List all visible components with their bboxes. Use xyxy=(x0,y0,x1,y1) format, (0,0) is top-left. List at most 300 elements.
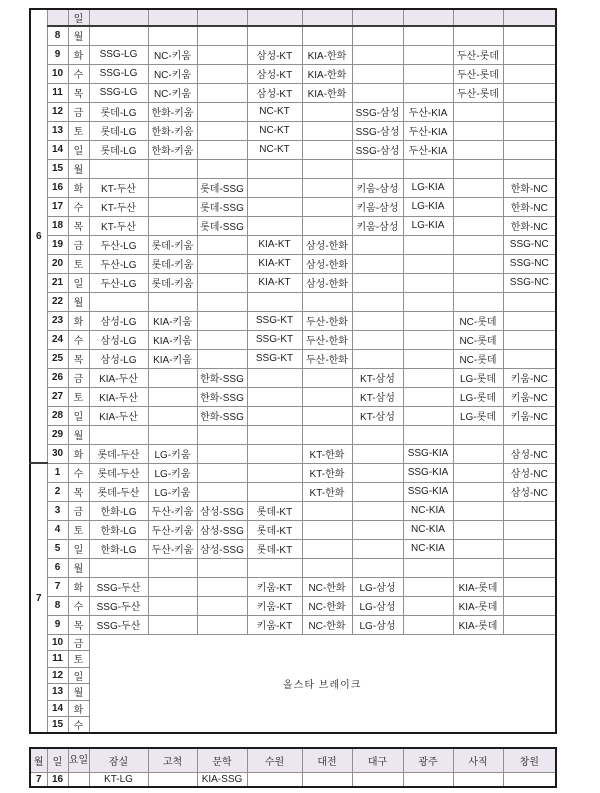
game-cell: SSG-LG xyxy=(89,83,148,102)
header-stadium-gwangju: 광주 xyxy=(403,748,453,772)
game-cell: 키움-KT xyxy=(247,577,302,596)
game-cell xyxy=(302,520,352,539)
game-cell: 두산-롯데 xyxy=(453,83,503,102)
day-number: 12 xyxy=(47,102,68,121)
game-cell xyxy=(403,368,453,387)
day-number: 13 xyxy=(47,684,68,701)
game-cell xyxy=(403,159,453,178)
game-cell xyxy=(197,311,247,330)
game-cell: 한화-SSG xyxy=(197,368,247,387)
day-number: 13 xyxy=(47,121,68,140)
schedule-row xyxy=(30,330,556,349)
schedule-row xyxy=(30,292,556,311)
game-cell: 한화-LG xyxy=(89,501,148,520)
game-cell xyxy=(453,102,503,121)
game-cell xyxy=(453,425,503,444)
game-cell: LG-키움 xyxy=(148,482,197,501)
game-cell xyxy=(403,83,453,102)
day-of-week: 목 xyxy=(68,615,89,634)
game-cell: SSG-KIA xyxy=(403,482,453,501)
schedule-row xyxy=(30,425,556,444)
game-cell: 롯데-SSG xyxy=(197,216,247,235)
game-cell xyxy=(352,254,403,273)
game-cell: KT-두산 xyxy=(89,197,148,216)
game-cell: NC-한화 xyxy=(302,615,352,634)
game-cell: 키움-KT xyxy=(247,615,302,634)
game-cell: 삼성-한화 xyxy=(302,235,352,254)
day-number: 15 xyxy=(47,717,68,734)
game-cell xyxy=(453,235,503,254)
game-cell: NC-KIA xyxy=(403,501,453,520)
game-cell xyxy=(302,197,352,216)
partial-header-cell xyxy=(503,9,556,26)
game-cell xyxy=(352,558,403,577)
game-cell: SSG-NC xyxy=(503,254,556,273)
day-number: 4 xyxy=(47,520,68,539)
day-of-week: 토 xyxy=(68,387,89,406)
game-cell: 두산-한화 xyxy=(302,330,352,349)
schedule-row xyxy=(30,121,556,140)
game-cell: 두산-LG xyxy=(89,254,148,273)
game-cell xyxy=(453,292,503,311)
schedule-row xyxy=(30,235,556,254)
game-cell xyxy=(148,26,197,45)
schedule-row xyxy=(30,463,556,482)
game-cell: 삼성-LG xyxy=(89,349,148,368)
game-cell: 두산-KIA xyxy=(403,121,453,140)
day-of-week: 화 xyxy=(68,577,89,596)
game-cell: KT-한화 xyxy=(302,463,352,482)
header-stadium-changwon: 창원 xyxy=(503,748,556,772)
game-cell: NC-키움 xyxy=(148,83,197,102)
game-cell: KIA-KT xyxy=(247,273,302,292)
game-cell: SSG-NC xyxy=(503,235,556,254)
game-cell: 한화-SSG xyxy=(197,387,247,406)
game-cell xyxy=(148,216,197,235)
partial-header-cell xyxy=(89,9,148,26)
day-number: 8 xyxy=(47,26,68,45)
game-cell xyxy=(352,45,403,64)
day-of-week: 일 xyxy=(68,406,89,425)
game-cell: SSG-LG xyxy=(89,64,148,83)
game-cell: 두산-한화 xyxy=(302,311,352,330)
game-cell xyxy=(197,292,247,311)
month-cell-july: 7 xyxy=(30,463,47,733)
game-cell: 롯데-두산 xyxy=(89,482,148,501)
game-cell xyxy=(247,178,302,197)
game-cell xyxy=(503,140,556,159)
day-of-week: 월 xyxy=(68,425,89,444)
game-cell: SSG-KT xyxy=(247,349,302,368)
game-cell: NC-한화 xyxy=(302,596,352,615)
header-stadium-jamsil: 잠실 xyxy=(89,748,148,772)
game-cell: KIA-한화 xyxy=(302,83,352,102)
game-cell: 롯데-LG xyxy=(89,140,148,159)
game-cell xyxy=(247,772,302,787)
game-cell xyxy=(403,311,453,330)
game-cell xyxy=(403,558,453,577)
game-cell xyxy=(453,197,503,216)
day-of-week: 토 xyxy=(68,520,89,539)
game-cell xyxy=(352,444,403,463)
game-cell xyxy=(403,615,453,634)
month-cell-june: 6 xyxy=(30,9,47,463)
game-cell: 삼성-한화 xyxy=(302,273,352,292)
day-of-week: 일 xyxy=(68,273,89,292)
schedule-row xyxy=(30,140,556,159)
game-cell xyxy=(302,501,352,520)
schedule-row xyxy=(30,539,556,558)
game-cell xyxy=(89,425,148,444)
game-cell xyxy=(89,292,148,311)
game-cell xyxy=(503,501,556,520)
game-cell xyxy=(148,178,197,197)
game-cell xyxy=(197,330,247,349)
day-number: 21 xyxy=(47,273,68,292)
day-of-week: 수 xyxy=(68,330,89,349)
game-cell: KT-한화 xyxy=(302,482,352,501)
game-cell: 두산-LG xyxy=(89,235,148,254)
game-cell xyxy=(503,83,556,102)
partial-header-cell xyxy=(352,9,403,26)
game-cell xyxy=(503,425,556,444)
day-of-week: 금 xyxy=(68,368,89,387)
schedule-row xyxy=(30,102,556,121)
game-cell xyxy=(453,216,503,235)
game-cell xyxy=(148,772,197,787)
game-cell xyxy=(302,406,352,425)
game-cell: 롯데-두산 xyxy=(89,463,148,482)
header-dow: 요일 xyxy=(68,748,89,772)
game-cell xyxy=(89,558,148,577)
game-cell xyxy=(453,26,503,45)
schedule-row xyxy=(30,520,556,539)
game-cell xyxy=(148,197,197,216)
game-cell xyxy=(148,406,197,425)
game-cell: 키움-NC xyxy=(503,406,556,425)
game-cell xyxy=(503,596,556,615)
day-number: 14 xyxy=(47,140,68,159)
game-cell xyxy=(503,292,556,311)
schedule-row xyxy=(30,254,556,273)
game-cell: 삼성-SSG xyxy=(197,501,247,520)
day-of-week: 월 xyxy=(68,26,89,45)
game-cell xyxy=(247,159,302,178)
day-of-week: 수 xyxy=(68,717,89,734)
game-cell xyxy=(453,501,503,520)
game-cell: 한화-NC xyxy=(503,197,556,216)
game-cell xyxy=(302,26,352,45)
day-of-week: 월 xyxy=(68,292,89,311)
game-cell: 롯데-SSG xyxy=(197,178,247,197)
game-cell xyxy=(197,140,247,159)
day-number: 25 xyxy=(47,349,68,368)
game-cell xyxy=(352,273,403,292)
game-cell xyxy=(197,349,247,368)
game-cell xyxy=(453,558,503,577)
game-cell xyxy=(197,444,247,463)
day-number: 30 xyxy=(47,444,68,463)
day-of-week: 일 xyxy=(68,667,89,684)
game-cell: LG-KIA xyxy=(403,197,453,216)
game-cell: 삼성-SSG xyxy=(197,520,247,539)
game-cell xyxy=(403,349,453,368)
game-cell xyxy=(247,216,302,235)
day-of-week: 토 xyxy=(68,651,89,668)
allstar-break-cell: 올스타 브레이크 xyxy=(89,634,556,733)
game-cell xyxy=(197,463,247,482)
game-cell xyxy=(503,349,556,368)
day-of-week xyxy=(68,772,89,787)
game-cell: 롯데-LG xyxy=(89,102,148,121)
game-cell xyxy=(247,558,302,577)
game-cell xyxy=(453,463,503,482)
game-cell: 삼성-NC xyxy=(503,482,556,501)
day-number: 11 xyxy=(47,83,68,102)
partial-header-cell xyxy=(453,9,503,26)
game-cell: SSG-두산 xyxy=(89,615,148,634)
game-cell xyxy=(403,254,453,273)
day-number: 17 xyxy=(47,197,68,216)
schedule-row xyxy=(30,45,556,64)
game-cell: 삼성-LG xyxy=(89,330,148,349)
game-cell: 삼성-KT xyxy=(247,45,302,64)
game-cell xyxy=(302,368,352,387)
partial-header-cell xyxy=(302,9,352,26)
day-of-week: 월 xyxy=(68,159,89,178)
game-cell: SSG-KT xyxy=(247,311,302,330)
schedule-row xyxy=(30,387,556,406)
game-cell xyxy=(453,273,503,292)
day-number: 12 xyxy=(47,667,68,684)
game-cell xyxy=(148,292,197,311)
game-cell xyxy=(503,330,556,349)
game-cell: NC-KT xyxy=(247,121,302,140)
game-cell: 키움-NC xyxy=(503,368,556,387)
schedule-row xyxy=(30,596,556,615)
game-cell: 롯데-KT xyxy=(247,539,302,558)
day-number: 26 xyxy=(47,368,68,387)
game-cell: KIA-두산 xyxy=(89,387,148,406)
schedule-row xyxy=(30,178,556,197)
game-cell xyxy=(302,292,352,311)
partial-header-day-cell xyxy=(47,9,68,26)
game-cell: 삼성-LG xyxy=(89,311,148,330)
game-cell xyxy=(197,254,247,273)
game-cell: 롯데-키움 xyxy=(148,273,197,292)
game-cell: NC-키움 xyxy=(148,45,197,64)
game-cell xyxy=(197,159,247,178)
game-cell xyxy=(403,387,453,406)
day-number: 10 xyxy=(47,634,68,651)
game-cell: KT-삼성 xyxy=(352,387,403,406)
game-cell xyxy=(148,615,197,634)
game-cell: LG-삼성 xyxy=(352,615,403,634)
game-cell: 키움-KT xyxy=(247,596,302,615)
game-cell: LG-KIA xyxy=(403,178,453,197)
day-number: 15 xyxy=(47,159,68,178)
game-cell xyxy=(302,159,352,178)
header-stadium-daegu: 대구 xyxy=(352,748,403,772)
game-cell xyxy=(197,102,247,121)
game-cell: KIA-두산 xyxy=(89,368,148,387)
header-stadium-munhak: 문학 xyxy=(197,748,247,772)
partial-header-cell xyxy=(403,9,453,26)
game-cell: 두산-KIA xyxy=(403,102,453,121)
day-number: 8 xyxy=(47,596,68,615)
game-cell: 두산-키움 xyxy=(148,501,197,520)
game-cell: 롯데-키움 xyxy=(148,235,197,254)
month-number: 7 xyxy=(30,772,47,787)
game-cell: KT-한화 xyxy=(302,444,352,463)
day-number: 14 xyxy=(47,700,68,717)
game-cell xyxy=(403,406,453,425)
game-cell xyxy=(247,444,302,463)
schedule-row xyxy=(30,216,556,235)
game-cell xyxy=(352,64,403,83)
game-cell: 롯데-KT xyxy=(247,520,302,539)
day-of-week: 수 xyxy=(68,64,89,83)
game-cell xyxy=(352,463,403,482)
schedule-row xyxy=(30,273,556,292)
header-stadium-gocheok: 고척 xyxy=(148,748,197,772)
game-cell: LG-롯데 xyxy=(453,387,503,406)
schedule-row xyxy=(30,349,556,368)
game-cell xyxy=(302,178,352,197)
game-cell xyxy=(352,26,403,45)
game-cell: KT-두산 xyxy=(89,178,148,197)
day-of-week: 수 xyxy=(68,197,89,216)
game-cell: KIA-한화 xyxy=(302,45,352,64)
game-cell xyxy=(247,482,302,501)
game-cell: SSG-KIA xyxy=(403,463,453,482)
game-cell xyxy=(148,387,197,406)
game-cell: 롯데-LG xyxy=(89,121,148,140)
game-cell: 한화-키움 xyxy=(148,140,197,159)
day-number: 18 xyxy=(47,216,68,235)
game-cell: 롯데-두산 xyxy=(89,444,148,463)
day-number: 9 xyxy=(47,45,68,64)
game-cell xyxy=(352,159,403,178)
day-of-week: 금 xyxy=(68,235,89,254)
game-cell: 두산-롯데 xyxy=(453,64,503,83)
game-cell: KIA-KT xyxy=(247,235,302,254)
day-of-week: 수 xyxy=(68,463,89,482)
header-day: 일 xyxy=(47,748,68,772)
game-cell xyxy=(302,558,352,577)
partial-header-row xyxy=(30,9,556,26)
schedule-row xyxy=(30,615,556,634)
game-cell: KT-두산 xyxy=(89,216,148,235)
schedule-row xyxy=(30,501,556,520)
day-of-week: 일 xyxy=(68,140,89,159)
day-number: 20 xyxy=(47,254,68,273)
game-cell: LG-키움 xyxy=(148,444,197,463)
game-cell: 키움-삼성 xyxy=(352,216,403,235)
schedule-row xyxy=(30,406,556,425)
game-cell xyxy=(503,520,556,539)
game-cell: SSG-삼성 xyxy=(352,102,403,121)
game-cell xyxy=(302,121,352,140)
day-of-week: 목 xyxy=(68,216,89,235)
game-cell: 삼성-KT xyxy=(247,83,302,102)
day-number: 24 xyxy=(47,330,68,349)
game-cell xyxy=(148,558,197,577)
schedule-row xyxy=(30,197,556,216)
day-of-week: 일 xyxy=(68,539,89,558)
day-number: 16 xyxy=(47,772,68,787)
game-cell: KIA-키움 xyxy=(148,349,197,368)
game-cell: KIA-키움 xyxy=(148,330,197,349)
header-stadium-suwon: 수원 xyxy=(247,748,302,772)
game-cell xyxy=(403,26,453,45)
game-cell xyxy=(403,425,453,444)
game-cell: LG-롯데 xyxy=(453,406,503,425)
game-cell xyxy=(503,615,556,634)
game-cell xyxy=(352,83,403,102)
game-cell: SSG-NC xyxy=(503,273,556,292)
game-cell xyxy=(352,330,403,349)
game-cell: NC-롯데 xyxy=(453,349,503,368)
game-cell xyxy=(403,45,453,64)
game-cell xyxy=(247,197,302,216)
game-cell: 두산-한화 xyxy=(302,349,352,368)
game-cell: NC-롯데 xyxy=(453,311,503,330)
game-cell: 롯데-KT xyxy=(247,501,302,520)
game-cell: NC-키움 xyxy=(148,64,197,83)
day-number: 3 xyxy=(47,501,68,520)
game-cell xyxy=(453,482,503,501)
schedule-row xyxy=(30,159,556,178)
day-of-week: 목 xyxy=(68,482,89,501)
game-cell: SSG-LG xyxy=(89,45,148,64)
game-cell xyxy=(197,558,247,577)
day-number: 5 xyxy=(47,539,68,558)
game-cell: KIA-SSG xyxy=(197,772,247,787)
schedule-row xyxy=(30,772,556,787)
game-cell xyxy=(197,596,247,615)
game-cell xyxy=(302,140,352,159)
day-of-week: 화 xyxy=(68,45,89,64)
game-cell: 삼성-KT xyxy=(247,64,302,83)
stadium-header-row xyxy=(30,748,556,772)
game-cell: SSG-KT xyxy=(247,330,302,349)
game-cell xyxy=(503,772,556,787)
game-cell xyxy=(197,273,247,292)
game-cell xyxy=(148,159,197,178)
game-cell xyxy=(247,26,302,45)
game-cell: 한화-키움 xyxy=(148,102,197,121)
game-cell xyxy=(302,539,352,558)
partial-header-cell xyxy=(247,9,302,26)
game-cell: LG-롯데 xyxy=(453,368,503,387)
header-stadium-sajik: 사직 xyxy=(453,748,503,772)
game-cell: SSG-두산 xyxy=(89,596,148,615)
game-cell xyxy=(453,121,503,140)
day-of-week: 화 xyxy=(68,444,89,463)
game-cell xyxy=(352,425,403,444)
game-cell: 삼성-한화 xyxy=(302,254,352,273)
day-of-week: 화 xyxy=(68,178,89,197)
day-of-week: 화 xyxy=(68,700,89,717)
game-cell xyxy=(352,520,403,539)
day-of-week: 수 xyxy=(68,596,89,615)
game-cell xyxy=(302,216,352,235)
game-cell xyxy=(352,349,403,368)
game-cell: 키움-삼성 xyxy=(352,178,403,197)
game-cell xyxy=(247,368,302,387)
game-cell: NC-한화 xyxy=(302,577,352,596)
